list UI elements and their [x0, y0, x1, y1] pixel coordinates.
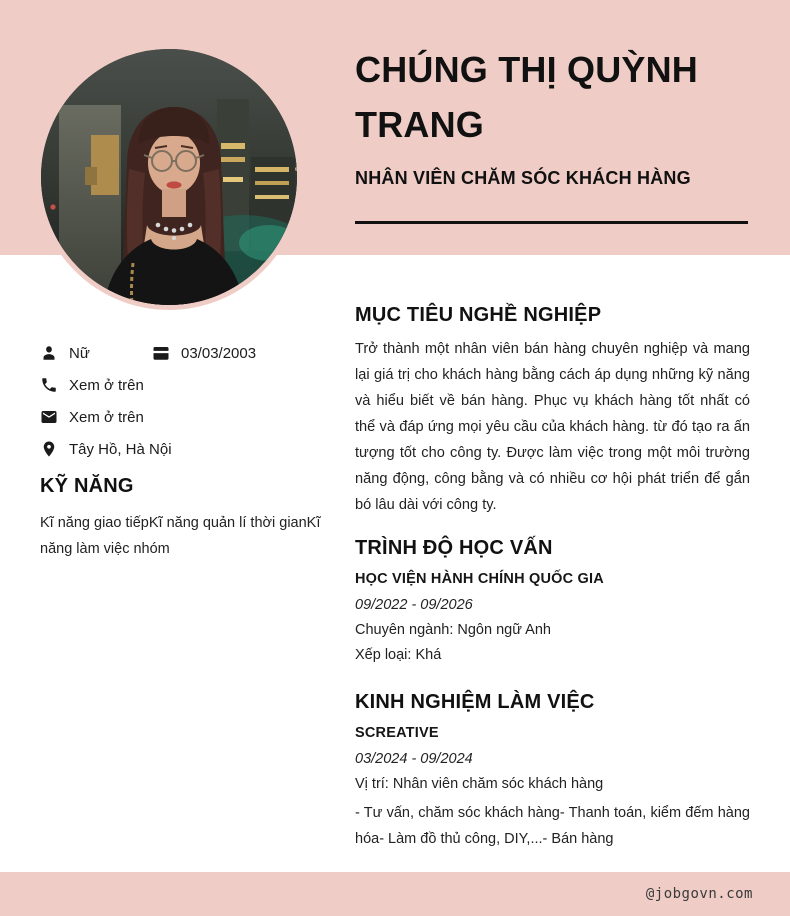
profile-photo: [36, 44, 302, 310]
info-gender: [40, 344, 152, 362]
experience-section: [355, 690, 750, 852]
address-value: Tây Hồ, Hà Nội: [69, 440, 172, 458]
phone-icon: [40, 376, 58, 394]
info-row-phone: [40, 376, 330, 394]
experience-details: - Tư vấn, chăm sóc khách hàng- Thanh toán, kiểm đếm hàng hóa- Làm đồ thủ công, DIY,...- Bán hàng: [355, 805, 750, 847]
main-column: [355, 303, 750, 852]
objective-text: Trở thành một nhân viên bán hàng chuyên nghiệp và mang lại giá trị cho khách hàng bằng cách áp dụng những kỹ năng và hiểu biết về bán hàng. Phục vụ khách hàng tốt nhất có thể và đáp ứng mọi yêu cầu của khách hàng. từ đó tạo ra ấn tượng tốt cho công ty. Được làm việc trong một môi trường năng động, công bằng và có nhiều cơ hội phát triển để gắn bó lâu dài với công ty.: [355, 341, 750, 513]
header-divider: [355, 221, 748, 224]
info-row-address: [40, 440, 330, 458]
education-heading: TRÌNH ĐỘ HỌC VẤN: [355, 537, 553, 559]
header-text: [355, 42, 750, 224]
email-icon: [40, 408, 58, 426]
info-email: [40, 408, 144, 426]
info-row-email: [40, 408, 330, 426]
calendar-icon: [152, 344, 170, 362]
education-section: [355, 536, 750, 664]
candidate-job-title: NHÂN VIÊN CHĂM SÓC KHÁCH HÀNG: [355, 168, 691, 188]
education-major: Chuyên ngành: Ngôn ngữ Anh: [355, 622, 551, 638]
experience-heading: KINH NGHIỆM LÀM VIỆC: [355, 691, 595, 713]
person-icon: [40, 344, 58, 362]
education-period: 09/2022 - 09/2026: [355, 597, 473, 613]
watermark: @jobgovn.com: [645, 886, 753, 902]
info-row-gender-dob: [40, 344, 330, 362]
experience-position: Vị trí: Nhân viên chăm sóc khách hàng: [355, 776, 604, 792]
objective-heading: MỤC TIÊU NGHỀ NGHIỆP: [355, 304, 602, 326]
experience-company: SCREATIVE: [355, 725, 439, 741]
email-value: Xem ở trên: [69, 408, 144, 426]
candidate-name: CHÚNG THỊ QUỲNH TRANG: [355, 49, 698, 145]
education-grade: Xếp loại: Khá: [355, 647, 442, 663]
gender-value: Nữ: [69, 344, 90, 362]
profile-photo-illustration: [41, 49, 302, 310]
skills-section: [40, 474, 330, 562]
skills-text: Kĩ năng giao tiếpKĩ năng quản lí thời gianKĩ năng làm việc nhóm: [40, 515, 321, 557]
profile-info-column: [40, 344, 330, 562]
objective-section: [355, 303, 750, 518]
phone-value: Xem ở trên: [69, 376, 144, 394]
footer-band: [0, 872, 790, 916]
skills-heading: KỸ NĂNG: [40, 475, 134, 497]
dob-value: 03/03/2003: [181, 344, 257, 362]
experience-period: 03/2024 - 09/2024: [355, 751, 473, 767]
education-school: HỌC VIỆN HÀNH CHÍNH QUỐC GIA: [355, 571, 604, 587]
info-address: [40, 440, 172, 458]
info-phone: [40, 376, 144, 394]
location-icon: [40, 440, 58, 458]
info-dob: [152, 344, 256, 362]
